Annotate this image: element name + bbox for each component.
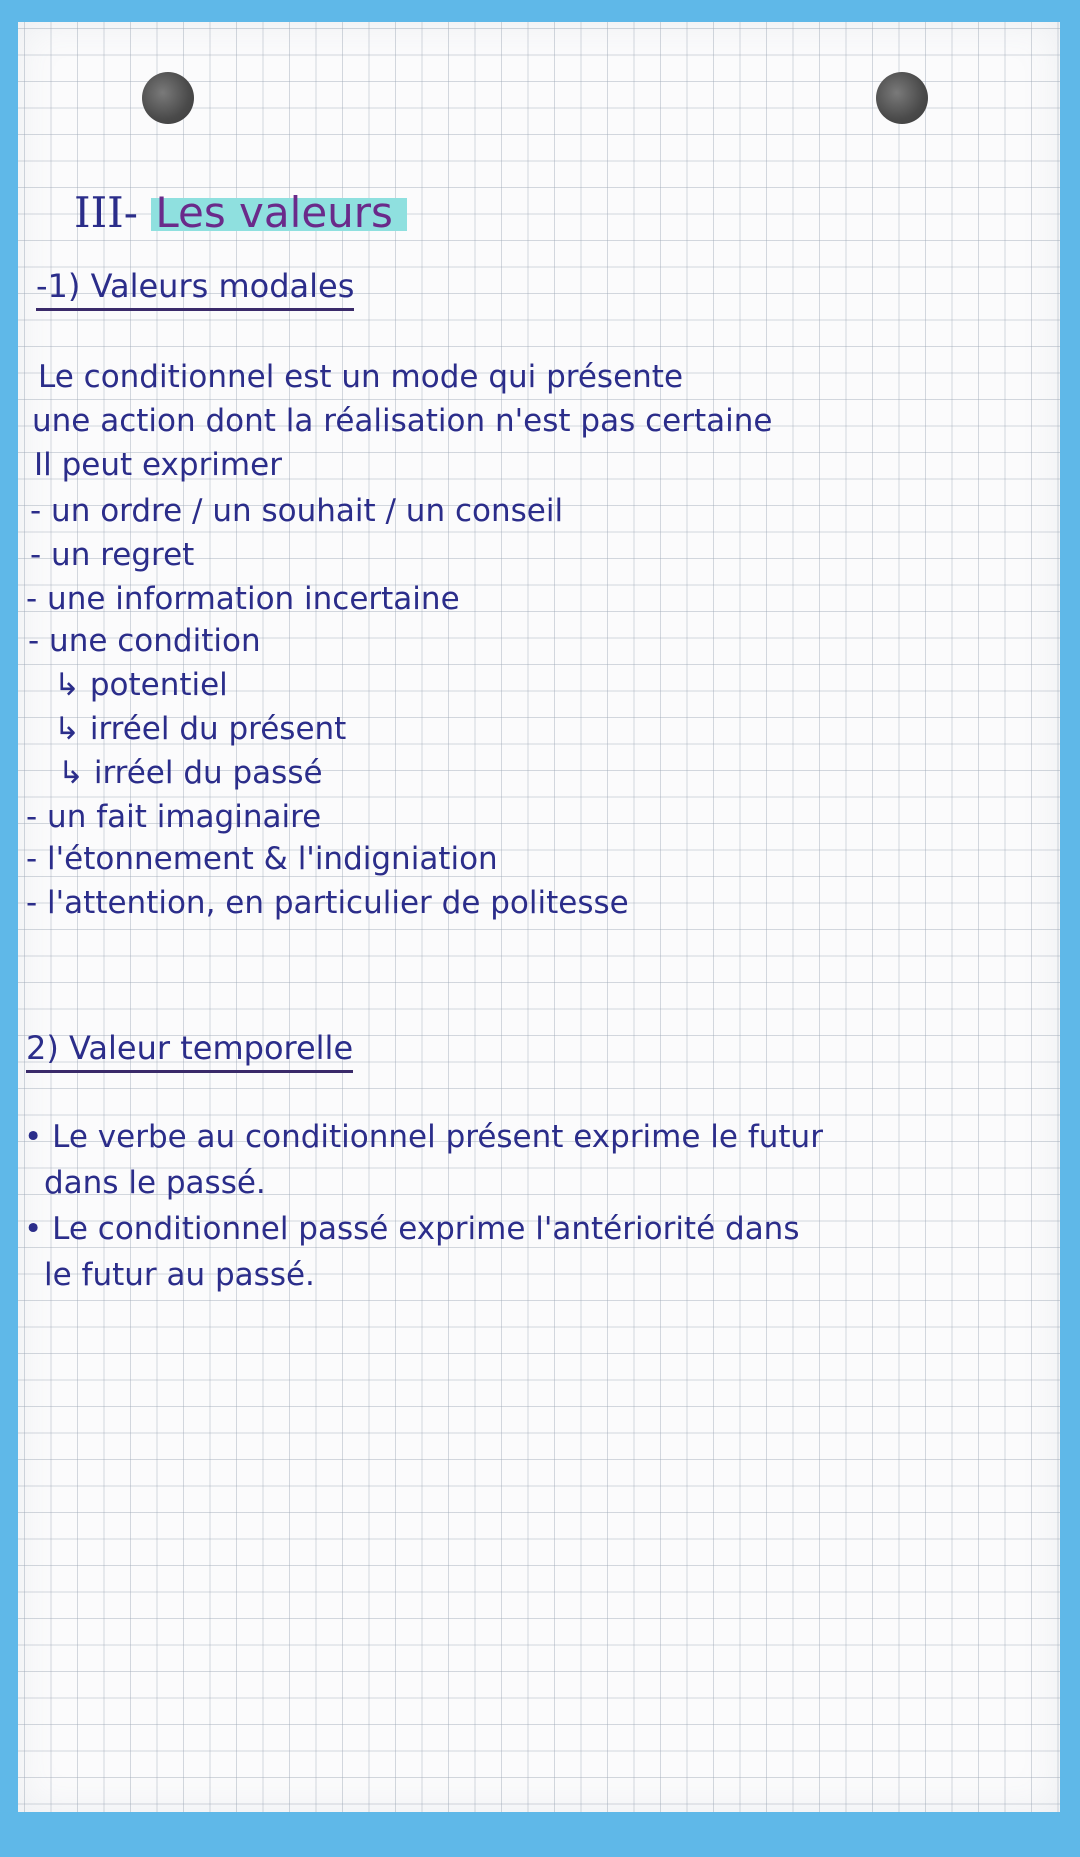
list-item: - un fait imaginaire — [26, 799, 322, 835]
section-title: Les valeurs — [151, 188, 407, 237]
list-item: - l'attention, en particulier de politesse — [26, 885, 629, 921]
intro-line-3: Il peut exprimer — [34, 447, 282, 483]
temporal-para-2-line-2: le futur au passé. — [44, 1257, 315, 1293]
list-item: - une information incertaine — [26, 581, 460, 617]
list-item: - un ordre / un souhait / un conseil — [30, 493, 564, 529]
punch-hole-right — [876, 72, 928, 124]
section-heading — [74, 188, 407, 237]
notebook-page — [18, 22, 1060, 1812]
temporal-para-1-line-1: • Le verbe au conditionnel présent exprime le futur — [24, 1119, 823, 1155]
temporal-para-2-line-1: • Le conditionnel passé exprime l'antériorité dans — [24, 1211, 800, 1247]
temporal-para-1-line-2: dans le passé. — [44, 1165, 266, 1201]
subsection2-title: 2) Valeur temporelle — [26, 1032, 353, 1073]
section-number: III- — [74, 188, 138, 237]
subsection1-title: -1) Valeurs modales — [36, 270, 354, 311]
list-subitem: ↳ potentiel — [54, 667, 228, 703]
list-item: - l'étonnement & l'indigniation — [26, 841, 498, 877]
list-item: - une condition — [28, 623, 261, 659]
intro-line-1: Le conditionnel est un mode qui présente — [38, 359, 684, 395]
list-item: - un regret — [30, 537, 195, 573]
list-subitem: ↳ irréel du présent — [54, 711, 347, 747]
punch-hole-left — [142, 72, 194, 124]
intro-line-2: une action dont la réalisation n'est pas certaine — [32, 403, 773, 439]
list-subitem: ↳ irréel du passé — [58, 755, 323, 791]
